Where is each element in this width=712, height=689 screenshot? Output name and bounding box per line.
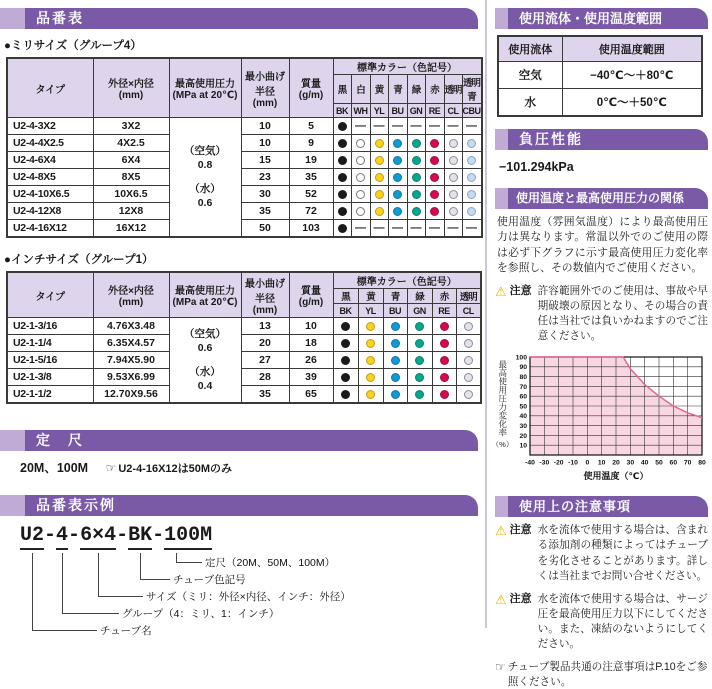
x-tick-label: -10 xyxy=(568,459,578,467)
radius-cell: 30 xyxy=(241,186,289,203)
color-dot-bk xyxy=(333,220,351,238)
size-cell: 4.76X3.48 xyxy=(93,318,169,335)
color-dot-re xyxy=(432,369,456,386)
color-code: GN xyxy=(407,104,425,118)
mass-cell: 72 xyxy=(289,203,333,220)
color-dot-wh xyxy=(351,169,370,186)
y-axis-label-text: 最高使用圧力変化率 xyxy=(497,360,508,437)
color-dot-yl xyxy=(370,203,388,220)
color-code: GN xyxy=(407,304,432,318)
callout-label-color-code: チューブ色記号 xyxy=(173,574,246,586)
color-code: CL xyxy=(444,104,462,118)
size-cell: 8X5 xyxy=(93,169,169,186)
color-dash xyxy=(444,118,462,135)
y-tick-label: 20 xyxy=(519,433,527,441)
section-fluid-header xyxy=(495,8,708,29)
color-code: BU xyxy=(383,304,407,318)
color-dot-cl xyxy=(456,386,481,404)
color-dot-bu xyxy=(383,352,407,369)
col-header-mass: 質量 (g/m) xyxy=(289,58,333,118)
y-tick-label: 90 xyxy=(519,364,527,372)
section-example-header xyxy=(0,495,478,516)
color-name: 黒 xyxy=(333,289,358,304)
inch-table-caption: ●インチサイズ（グループ1） xyxy=(4,254,154,266)
color-dot-cl xyxy=(444,169,462,186)
color-dot-bk xyxy=(333,386,358,404)
col-header-pressure: 最高使用圧力 (MPa at 20℃) xyxy=(169,272,241,318)
color-dot-re xyxy=(432,386,456,404)
caution-text: 水を流体で使用する場合は、サージ圧を最高使用圧力以下にしてください。また、凍結のないようにしてください。 xyxy=(537,592,708,650)
caution-text: 許容範囲外でのご使用は、事故や早期破壊の原因となり、その場合の責任は当社では負いかねますのでご注意ください。 xyxy=(537,285,708,343)
range-cell: 0℃～＋50℃ xyxy=(562,89,702,117)
x-tick-label: 40 xyxy=(640,459,649,467)
type-cell: U2-4-12X8 xyxy=(7,203,93,220)
col-header-od: 外径×内径 (mm) xyxy=(93,58,169,118)
color-dot-wh xyxy=(351,186,370,203)
color-dot-bk xyxy=(333,318,358,335)
radius-cell: 28 xyxy=(241,369,289,386)
color-name: 黒 xyxy=(333,75,351,104)
color-dot-re xyxy=(425,152,444,169)
col-header-radius: 最小曲げ半径 (mm) xyxy=(241,272,289,318)
type-cell: U2-1-1/4 xyxy=(7,335,93,352)
table-row xyxy=(7,369,481,386)
section-title: 使用流体・使用温度範囲 xyxy=(508,8,708,29)
section-parts-header xyxy=(0,8,478,29)
header-accent-square xyxy=(0,8,25,29)
table-row xyxy=(7,152,482,169)
warning-triangle-icon: ⚠ xyxy=(495,523,507,539)
color-dot-gn xyxy=(407,386,432,404)
section-title: 品番表 xyxy=(25,8,478,29)
color-dot-cbu xyxy=(462,152,482,169)
size-cell: 6.35X4.57 xyxy=(93,335,169,352)
color-dash xyxy=(462,220,482,238)
x-tick-label: 10 xyxy=(597,459,606,467)
length-note: ☞ U2-4-16X12は50Mのみ xyxy=(105,461,233,475)
color-dot-cl xyxy=(444,135,462,152)
col-header-fluid: 使用流体 xyxy=(498,36,562,62)
temp-body-text: 使用温度（雰囲気温度）により最高使用圧力は異なります。常温以外でのご使用の際は必ず下グラフに示す最高使用圧力変化率を参照し、その数値内でご使用ください。 xyxy=(497,216,708,274)
fluid-cell: 空気 xyxy=(498,62,562,89)
y-tick-label: 50 xyxy=(519,403,527,411)
color-dot-bu xyxy=(388,169,407,186)
mm-size-table xyxy=(6,57,483,238)
color-dot-gn xyxy=(407,352,432,369)
mass-cell: 19 xyxy=(289,152,333,169)
inch-size-table xyxy=(6,271,482,404)
color-code: BK xyxy=(333,304,358,318)
color-dot-wh xyxy=(351,152,370,169)
mm-table-caption: ●ミリサイズ（グループ4） xyxy=(4,40,142,52)
table-row xyxy=(7,335,481,352)
color-dot-re xyxy=(425,169,444,186)
mass-cell: 10 xyxy=(289,318,333,335)
radius-cell: 20 xyxy=(241,335,289,352)
table-row xyxy=(7,203,482,220)
color-dot-yl xyxy=(370,169,388,186)
size-cell: 10X6.5 xyxy=(93,186,169,203)
color-dash xyxy=(370,220,388,238)
color-dash xyxy=(444,220,462,238)
color-dot-yl xyxy=(358,318,383,335)
color-dot-bk xyxy=(333,186,351,203)
radius-cell: 35 xyxy=(241,386,289,404)
y-tick-label: 10 xyxy=(519,443,527,451)
fluid-cell: 水 xyxy=(498,89,562,117)
color-dot-re xyxy=(432,352,456,369)
color-dot-gn xyxy=(407,135,425,152)
mass-cell: 103 xyxy=(289,220,333,238)
color-dot-gn xyxy=(407,186,425,203)
color-dot-cbu xyxy=(462,186,482,203)
chart-plot-area xyxy=(510,352,708,490)
color-dash xyxy=(388,118,407,135)
size-cell: 4X2.5 xyxy=(93,135,169,152)
x-tick-label: 80 xyxy=(698,459,706,467)
col-header-color-group: 標準カラー（色記号） xyxy=(333,272,481,289)
col-header-type: タイプ xyxy=(7,58,93,118)
color-name: 白 xyxy=(351,75,370,104)
color-code: RE xyxy=(425,104,444,118)
col-header-pressure: 最高使用圧力 (MPa at 20℃) xyxy=(169,58,241,118)
caution-label: 注意 xyxy=(509,285,532,298)
color-name: 緑 xyxy=(407,289,432,304)
color-dot-cl xyxy=(456,369,481,386)
caution-text: 水を流体で使用する場合は、含まれる添加剤の種類によってはチューブを劣化させることがあります。詳しくは当社までお問い合せください。 xyxy=(537,524,708,582)
color-dot-bk xyxy=(333,203,351,220)
type-cell: U2-4-6X4 xyxy=(7,152,93,169)
x-tick-label: -20 xyxy=(553,459,564,467)
mass-cell: 9 xyxy=(289,135,333,152)
radius-cell: 10 xyxy=(241,118,289,135)
color-dot-cl xyxy=(444,203,462,220)
range-cell: −40℃～＋80℃ xyxy=(562,62,702,89)
section-title: 負圧性能 xyxy=(508,129,708,150)
header-accent-square xyxy=(495,8,508,29)
color-code: CL xyxy=(456,304,481,318)
y-tick-label: 40 xyxy=(519,413,527,421)
size-cell: 12X8 xyxy=(93,203,169,220)
color-dot-cl xyxy=(444,186,462,203)
color-dash xyxy=(370,118,388,135)
color-dot-re xyxy=(425,135,444,152)
inch-header-row xyxy=(7,272,481,289)
mass-cell: 26 xyxy=(289,352,333,369)
col-header-color-group: 標準カラー（色記号） xyxy=(333,58,482,75)
color-dot-bu xyxy=(383,386,407,404)
color-dash xyxy=(407,220,425,238)
pointing-hand-icon: ☞ xyxy=(105,461,117,475)
y-tick-label: 60 xyxy=(519,394,527,402)
mass-cell: 39 xyxy=(289,369,333,386)
color-name: 赤 xyxy=(432,289,456,304)
color-name: 透明 xyxy=(456,289,481,304)
type-cell: U2-4-8X5 xyxy=(7,169,93,186)
pressure-cell: （空気） 0.6 （水） 0.4 xyxy=(169,318,241,404)
size-cell: 3X2 xyxy=(93,118,169,135)
right-column xyxy=(485,0,712,688)
color-dot-bk xyxy=(333,169,351,186)
example-part-number: U2-4-6×4-BK-100M xyxy=(20,524,485,547)
color-dot-cl xyxy=(456,352,481,369)
table-row xyxy=(7,135,482,152)
color-dot-gn xyxy=(407,152,425,169)
table-row xyxy=(7,318,481,335)
color-dot-cbu xyxy=(462,203,482,220)
color-dot-gn xyxy=(407,335,432,352)
pressure-cell: （空気） 0.8 （水） 0.6 xyxy=(169,118,241,238)
color-dot-bk xyxy=(333,335,358,352)
color-dot-yl xyxy=(370,135,388,152)
color-dash xyxy=(407,118,425,135)
header-accent-square xyxy=(0,430,25,451)
color-dot-yl xyxy=(370,152,388,169)
mm-header-row xyxy=(7,58,482,75)
x-tick-label: 30 xyxy=(626,459,635,467)
header-accent-square xyxy=(495,188,508,209)
type-cell: U2-4-4X2.5 xyxy=(7,135,93,152)
type-cell: U2-4-16X12 xyxy=(7,220,93,238)
caution-note xyxy=(495,592,708,652)
size-cell: 9.53X6.99 xyxy=(93,369,169,386)
mass-cell: 65 xyxy=(289,386,333,404)
col-header-mass: 質量 (g/m) xyxy=(289,272,333,318)
x-tick-label: 70 xyxy=(683,459,692,467)
radius-cell: 15 xyxy=(241,152,289,169)
color-dot-cl xyxy=(444,152,462,169)
table-row xyxy=(7,220,482,238)
color-code: YL xyxy=(358,304,383,318)
color-code: YL xyxy=(370,104,388,118)
fluid-header-row xyxy=(498,36,702,62)
table-row xyxy=(498,89,702,117)
color-code: CBU xyxy=(462,105,481,116)
color-dot-gn xyxy=(407,203,425,220)
x-tick-label: -30 xyxy=(539,459,550,467)
y-tick-label: 100 xyxy=(515,354,527,362)
header-accent-square xyxy=(0,495,25,516)
type-cell: U2-4-3X2 xyxy=(7,118,93,135)
color-dot-re xyxy=(432,335,456,352)
type-cell: U2-1-1/2 xyxy=(7,386,93,404)
size-cell: 16X12 xyxy=(93,220,169,238)
color-dot-re xyxy=(425,186,444,203)
radius-cell: 23 xyxy=(241,169,289,186)
section-vacuum-header xyxy=(495,129,708,150)
radius-cell: 27 xyxy=(241,352,289,369)
color-dash xyxy=(462,118,482,135)
color-code: BK xyxy=(333,104,351,118)
caution-label: 注意 xyxy=(509,524,532,537)
color-dot-bu xyxy=(383,369,407,386)
color-dash xyxy=(388,220,407,238)
chart-y-axis-label xyxy=(491,352,514,490)
color-dot-yl xyxy=(358,369,383,386)
x-tick-label: 60 xyxy=(669,459,678,467)
type-cell: U2-1-5/16 xyxy=(7,352,93,369)
color-dot-yl xyxy=(358,335,383,352)
color-dot-yl xyxy=(358,352,383,369)
callout-label-group: グループ（4：ミリ、1：インチ） xyxy=(122,608,280,620)
warning-triangle-icon: ⚠ xyxy=(495,591,507,607)
table-row xyxy=(7,386,481,404)
color-name: 黄 xyxy=(370,75,388,104)
color-dot-wh xyxy=(351,203,370,220)
pressure-temperature-chart xyxy=(491,352,708,490)
color-dot-re xyxy=(425,203,444,220)
color-dot-gn xyxy=(407,318,432,335)
section-title: 定 尺 xyxy=(25,430,478,451)
col-header-radius: 最小曲げ半径 (mm) xyxy=(241,58,289,118)
color-dash xyxy=(351,118,370,135)
color-dot-bu xyxy=(383,335,407,352)
color-name: 緑 xyxy=(407,75,425,104)
color-dot-bu xyxy=(388,203,407,220)
y-tick-label: 70 xyxy=(519,384,527,392)
y-axis-unit: （%） xyxy=(491,439,514,449)
color-dot-bk xyxy=(333,152,351,169)
section-temp-header xyxy=(495,188,708,209)
callout-label-tube-name: チューブ名 xyxy=(100,625,152,637)
type-cell: U2-1-3/16 xyxy=(7,318,93,335)
color-dot-bk xyxy=(333,352,358,369)
x-tick-label: 50 xyxy=(655,459,663,467)
type-cell: U2-1-3/8 xyxy=(7,369,93,386)
color-dot-bk xyxy=(333,369,358,386)
color-code: RE xyxy=(432,304,456,318)
size-cell: 12.70X9.56 xyxy=(93,386,169,404)
color-code: WH xyxy=(351,104,370,118)
mass-cell: 52 xyxy=(289,186,333,203)
radius-cell: 50 xyxy=(241,220,289,238)
caution-note xyxy=(495,284,708,344)
color-dot-cbu xyxy=(462,169,482,186)
color-dot-bu xyxy=(383,318,407,335)
size-cell: 6X4 xyxy=(93,152,169,169)
callout-line xyxy=(176,553,202,563)
color-dot-wh xyxy=(351,135,370,152)
color-dot-yl xyxy=(370,186,388,203)
color-dot-gn xyxy=(407,169,425,186)
vacuum-value: −101.294kPa xyxy=(499,160,574,174)
color-dot-yl xyxy=(358,386,383,404)
color-dot-bu xyxy=(388,135,407,152)
color-name: 透明 xyxy=(444,75,462,104)
table-row xyxy=(7,118,482,135)
section-title: 品番表示例 xyxy=(25,495,478,516)
y-tick-label: 30 xyxy=(519,423,527,431)
color-name: 透明青 xyxy=(462,75,482,104)
y-tick-label: 80 xyxy=(519,374,527,382)
size-cell: 7.94X5.90 xyxy=(93,352,169,369)
length-values: 20M、100M xyxy=(20,461,89,475)
reference-text: チューブ製品共通の注意事項はP.10をご参照ください。 xyxy=(507,660,708,688)
color-dot-gn xyxy=(407,369,432,386)
type-cell: U2-4-10X6.5 xyxy=(7,186,93,203)
color-dot-bk xyxy=(333,135,351,152)
color-name: 黄 xyxy=(358,289,383,304)
section-usage-notes-header xyxy=(495,496,708,517)
length-line xyxy=(20,458,485,476)
callout-line xyxy=(140,553,170,580)
color-name: 青 xyxy=(388,75,407,104)
table-row xyxy=(7,169,482,186)
color-code: BU xyxy=(388,104,407,118)
x-axis-label: 使用温度（℃） xyxy=(583,471,649,482)
color-dash xyxy=(425,118,444,135)
callout-label-size: サイズ（ミリ：外径×内径、インチ：外径） xyxy=(146,591,351,603)
color-dot-bu xyxy=(388,186,407,203)
x-tick-label: 20 xyxy=(612,459,620,467)
section-title: 使用上の注意事項 xyxy=(508,496,708,517)
header-accent-square xyxy=(495,496,508,517)
table-row xyxy=(7,186,482,203)
header-accent-square xyxy=(495,129,508,150)
col-header-od: 外径×内径 (mm) xyxy=(93,272,169,318)
color-dot-bu xyxy=(388,152,407,169)
caution-note xyxy=(495,523,708,583)
caution-label: 注意 xyxy=(509,592,532,605)
x-tick-label: -40 xyxy=(525,459,535,467)
mass-cell: 35 xyxy=(289,169,333,186)
color-name: 赤 xyxy=(425,75,444,104)
x-tick-label: 0 xyxy=(585,459,590,467)
fluid-table xyxy=(497,35,703,117)
color-dot-cbu xyxy=(462,135,482,152)
mass-cell: 18 xyxy=(289,335,333,352)
col-header-range: 使用温度範囲 xyxy=(562,36,702,62)
radius-cell: 13 xyxy=(241,318,289,335)
color-dot-cl xyxy=(456,318,481,335)
color-dot-re xyxy=(432,318,456,335)
color-dash xyxy=(351,220,370,238)
radius-cell: 10 xyxy=(241,135,289,152)
color-dot-cl xyxy=(456,335,481,352)
color-dot-bk xyxy=(333,118,351,135)
pointing-hand-icon: ☞ xyxy=(495,659,506,674)
radius-cell: 35 xyxy=(241,203,289,220)
warning-triangle-icon: ⚠ xyxy=(495,284,507,300)
callout-line xyxy=(32,553,97,631)
section-length-header xyxy=(0,430,478,451)
common-notes-reference xyxy=(495,660,708,689)
table-row xyxy=(7,352,481,369)
section-title: 使用温度と最高使用圧力の関係 xyxy=(508,188,708,209)
color-name: 青 xyxy=(383,289,407,304)
col-header-type: タイプ xyxy=(7,272,93,318)
table-row xyxy=(498,62,702,89)
callout-label-length: 定尺（20M、50M、100M） xyxy=(205,557,336,569)
color-dash xyxy=(425,220,444,238)
mass-cell: 5 xyxy=(289,118,333,135)
